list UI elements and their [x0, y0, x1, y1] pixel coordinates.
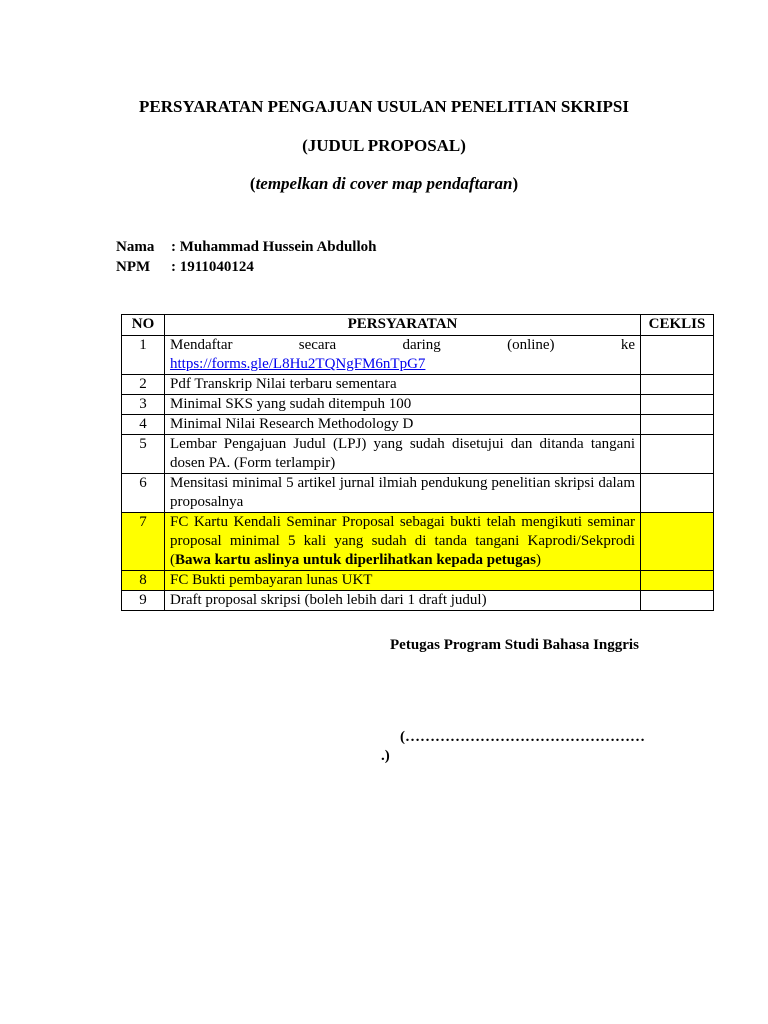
- document-title: PERSYARATAN PENGAJUAN USULAN PENELITIAN SKRIPSI: [139, 97, 629, 116]
- row-checkbox-cell[interactable]: [641, 336, 714, 375]
- row-checkbox-cell[interactable]: [641, 415, 714, 435]
- row-checkbox-cell[interactable]: [641, 474, 714, 513]
- row-checkbox-cell[interactable]: [641, 375, 714, 395]
- document-subtitle: (JUDUL PROPOSAL): [302, 136, 466, 155]
- row-number: 5: [122, 435, 165, 474]
- header-no: NO: [122, 315, 165, 336]
- table-row: [122, 474, 714, 513]
- bold-note-close: ): [535, 552, 541, 568]
- row-requirement: Minimal SKS yang sudah ditempuh 100: [165, 395, 641, 415]
- cover-note-text: tempelkan di cover map pendaftaran: [255, 174, 513, 193]
- table-row: [122, 435, 714, 474]
- requirements-table: [121, 314, 714, 611]
- table-row: [122, 375, 714, 395]
- registration-form-link[interactable]: https://forms.gle/L8Hu2TQNgFM6nTpG7: [170, 356, 426, 372]
- row-number: 4: [122, 415, 165, 435]
- row-requirement: Pdf Transkrip Nilai terbaru sementara: [165, 375, 641, 395]
- table-row: [122, 415, 714, 435]
- npm-value: : 1911040124: [171, 259, 254, 275]
- header-ceklis: CEKLIS: [641, 315, 714, 336]
- signature-line: (…………………………………………: [400, 729, 645, 745]
- row-checkbox-cell[interactable]: [641, 513, 714, 571]
- row-number: 3: [122, 395, 165, 415]
- row-checkbox-cell[interactable]: [641, 435, 714, 474]
- row-requirement: Draft proposal skripsi (boleh lebih dari 1 draft judul): [165, 591, 641, 611]
- table-row-highlighted: [122, 513, 714, 571]
- row-number: 1: [122, 336, 165, 375]
- row-requirement-text: Mendaftar secara daring (online) ke: [170, 337, 635, 353]
- row-requirement: Mensitasi minimal 5 artikel jurnal ilmiah pendukung penelitian skripsi dalam proposalnya: [165, 474, 641, 513]
- name-label: Nama: [116, 239, 155, 255]
- npm-label: NPM: [116, 259, 151, 275]
- signature-line-end: .): [381, 748, 390, 764]
- table-row: [122, 591, 714, 611]
- table-row: [122, 336, 714, 375]
- row-requirement: [165, 336, 641, 375]
- applicant-name-row: [116, 239, 376, 256]
- bold-note: Bawa kartu aslinya untuk diperlihatkan kepada petugas: [175, 552, 536, 568]
- officer-title: Petugas Program Studi Bahasa Inggris: [390, 637, 639, 653]
- cover-note-open: (: [249, 174, 256, 193]
- row-requirement: FC Bukti pembayaran lunas UKT: [165, 571, 641, 591]
- bold-note-open: (: [170, 552, 175, 568]
- table-header-row: [122, 315, 714, 336]
- row-checkbox-cell[interactable]: [641, 591, 714, 611]
- header-persyaratan: PERSYARATAN: [165, 315, 641, 336]
- row-number: 7: [122, 513, 165, 571]
- table-row: [122, 395, 714, 415]
- table-row-highlighted: [122, 571, 714, 591]
- row-number: 8: [122, 571, 165, 591]
- row-number: 6: [122, 474, 165, 513]
- row-requirement: Lembar Pengajuan Judul (LPJ) yang sudah disetujui dan ditanda tangani dosen PA. (Form terlampir): [165, 435, 641, 474]
- row-requirement: Minimal Nilai Research Methodology D: [165, 415, 641, 435]
- row-checkbox-cell[interactable]: [641, 571, 714, 591]
- row-checkbox-cell[interactable]: [641, 395, 714, 415]
- applicant-npm-row: [116, 259, 254, 276]
- name-value: : Muhammad Hussein Abdulloh: [171, 239, 377, 255]
- row-number: 2: [122, 375, 165, 395]
- cover-note-close: ): [512, 174, 519, 193]
- cover-note: [0, 174, 768, 194]
- row-requirement: [165, 513, 641, 571]
- row-requirement-text: FC Kartu Kendali Seminar Proposal sebagai bukti telah mengikuti seminar proposal minimal 5 kali yang sudah di tanda tangani Kaprodi/Sekprodi: [170, 514, 635, 549]
- row-number: 9: [122, 591, 165, 611]
